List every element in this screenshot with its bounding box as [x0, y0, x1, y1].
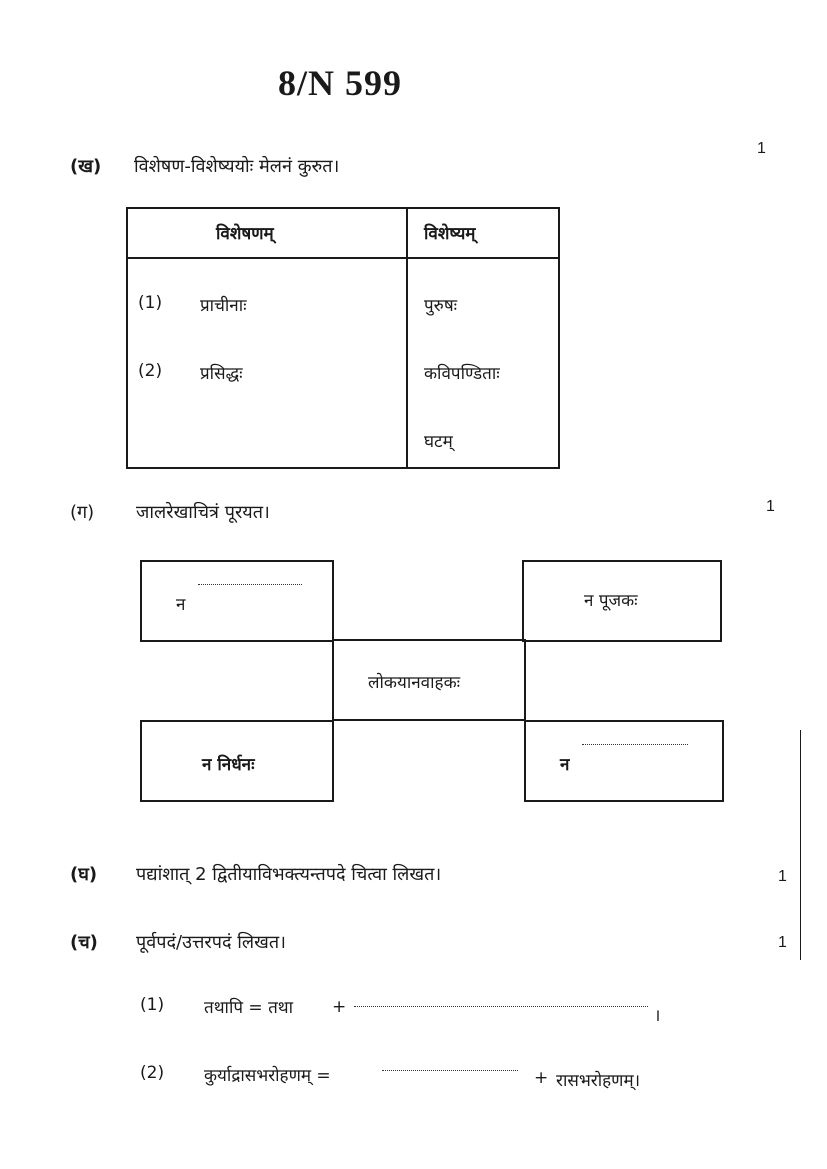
- right-item: घटम्: [424, 432, 453, 452]
- paper-code: 8/N 599: [278, 63, 402, 103]
- answer-blank[interactable]: [382, 1060, 518, 1071]
- question-label-ga: (ग): [70, 502, 95, 523]
- table-header-visheshanam: विशेषणम्: [216, 224, 274, 244]
- connector-right: [524, 639, 526, 721]
- top-right-text: न पूजकः: [584, 591, 638, 611]
- bottom-right-box: [524, 720, 724, 802]
- item-number: (2): [140, 1063, 165, 1083]
- marks-kha: 1: [757, 140, 766, 157]
- marks-cha: 1: [778, 934, 787, 951]
- page-edge-line: [800, 730, 801, 960]
- top-left-text: न: [176, 595, 186, 615]
- answer-blank[interactable]: [198, 584, 302, 585]
- question-instruction-cha: पूर्वपदं/उत्तरपदं लिखत।: [136, 932, 286, 953]
- question-label-kha: (ख): [70, 156, 102, 177]
- bottom-right-text: न: [560, 755, 570, 775]
- table-header-divider: [128, 257, 558, 259]
- question-label-cha: (च): [70, 932, 98, 953]
- top-left-box: [140, 560, 334, 642]
- plus-sign: +: [332, 997, 347, 1017]
- matching-table: [126, 207, 560, 469]
- item-number: (1): [140, 995, 165, 1015]
- plus-sign: +: [534, 1068, 549, 1088]
- left-item-number: (2): [138, 361, 163, 381]
- answer-blank[interactable]: [582, 744, 688, 745]
- connector-left: [332, 639, 334, 721]
- diagram-center-word: लोकयानवाहकः: [368, 673, 461, 693]
- top-right-box: [522, 560, 722, 642]
- question-instruction-ga: जालरेखाचित्रं पूरयत।: [136, 502, 270, 523]
- connector-top: [332, 639, 524, 641]
- table-column-divider: [406, 209, 408, 467]
- marks-ga: 1: [766, 498, 775, 515]
- left-item-text: प्रसिद्धः: [200, 364, 243, 384]
- item-lhs: तथापि = तथा: [204, 998, 294, 1018]
- bottom-left-box: [140, 720, 334, 802]
- question-instruction-kha: विशेषण-विशेष्ययोः मेलनं कुरुत।: [134, 156, 340, 177]
- item-end: ।: [654, 1006, 661, 1026]
- item-lhs: कुर्याद्रासभरोहणम् =: [204, 1066, 331, 1086]
- question-instruction-gha: पद्यांशात् 2 द्वितीयाविभक्त्यन्तपदे चित्वा लिखत।: [136, 864, 442, 885]
- left-item-number: (1): [138, 293, 163, 313]
- table-header-visheshyam: विशेष्यम्: [424, 224, 476, 244]
- right-item: पुरुषः: [424, 296, 458, 316]
- item-rhs: रासभरोहणम्।: [556, 1071, 641, 1091]
- web-diagram: [140, 560, 730, 805]
- left-item-text: प्राचीनाः: [200, 296, 247, 316]
- marks-gha: 1: [778, 868, 787, 885]
- right-item: कविपण्डिताः: [424, 364, 500, 384]
- answer-blank[interactable]: [354, 996, 648, 1007]
- connector-bottom: [332, 719, 524, 721]
- question-label-gha: (घ): [70, 864, 98, 885]
- bottom-left-text: न निर्धनः: [202, 755, 255, 775]
